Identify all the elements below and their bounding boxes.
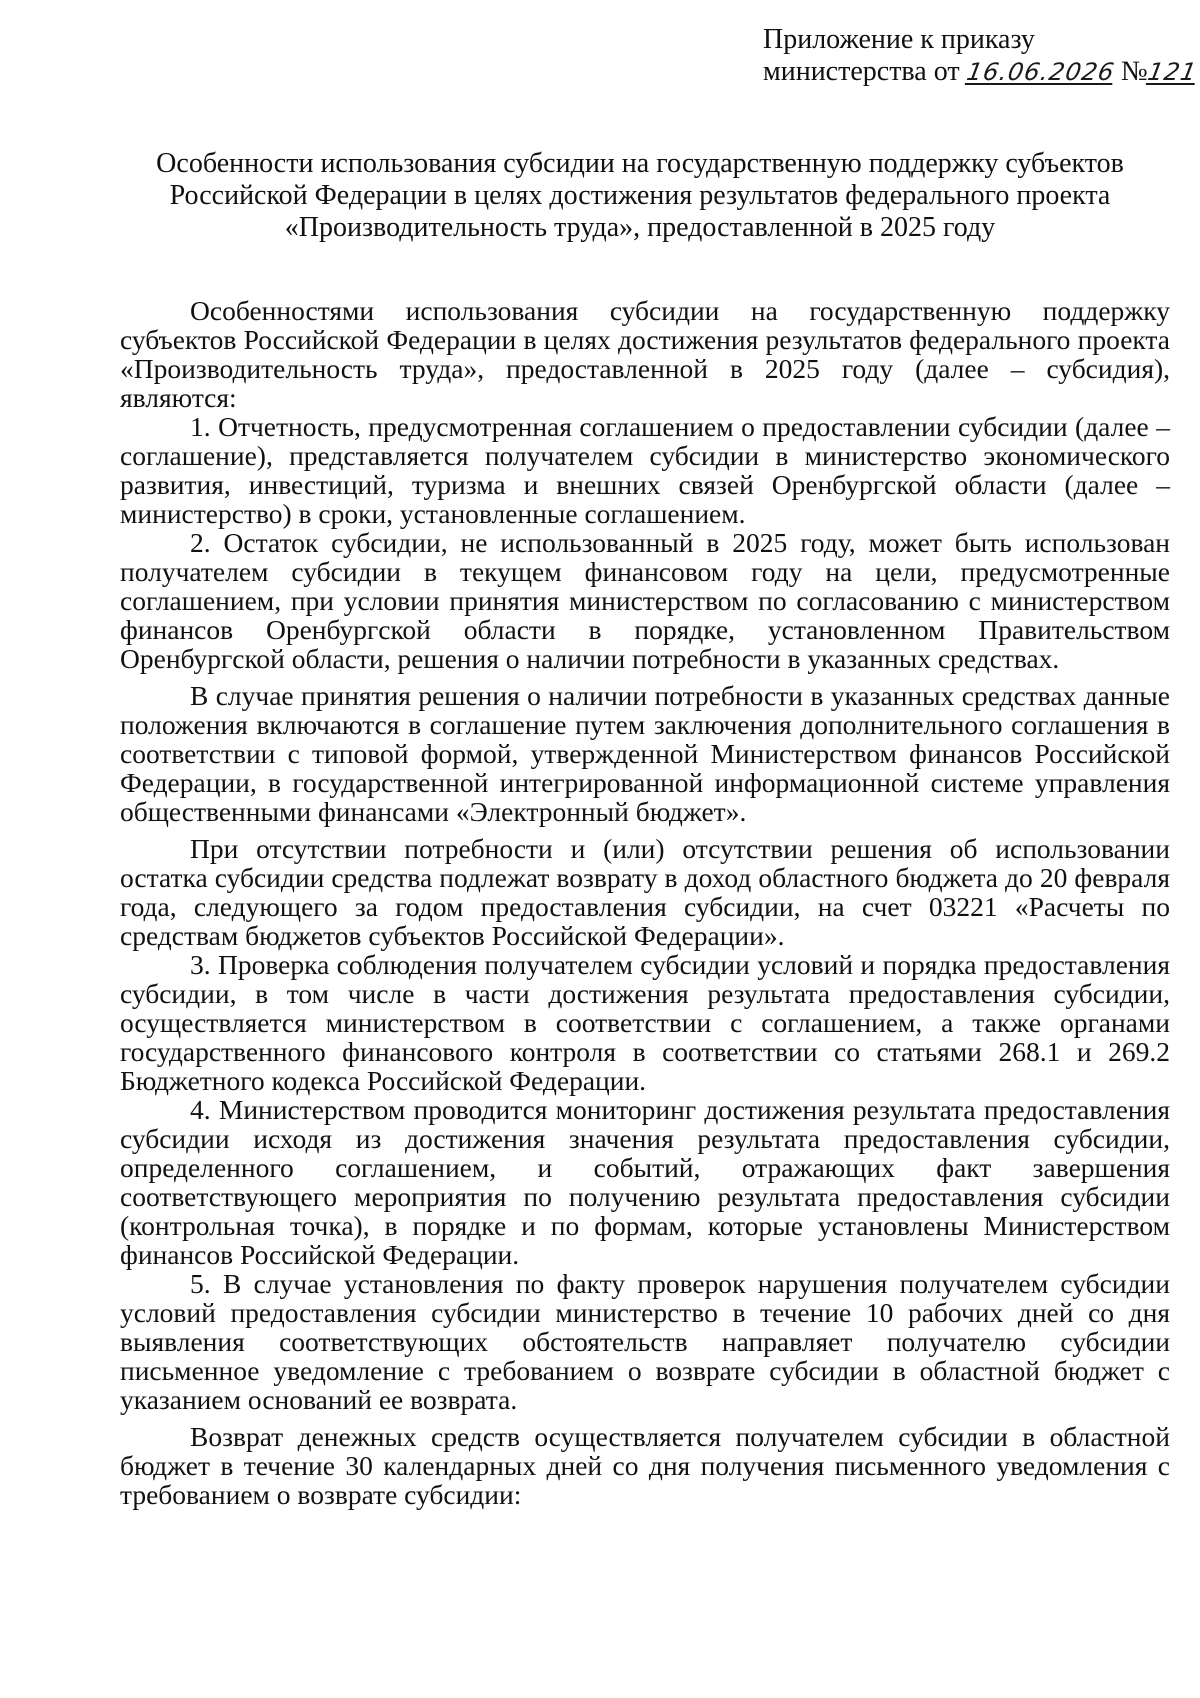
paragraph-item-1: 1. Отчетность, предусмотренная соглашением о предоставлении субсидии (далее – соглашение), представляется получателем субсидии в министерство экономического развития, инвестиций, туризма и внешних связей Оренбургской области (далее – министерство) в сроки, установленные соглашением. [120,411,1170,529]
document-title-line-2: Российской Федерации в целях достижения результатов федерального проекта [169,180,1111,211]
paragraph-item-2-return: При отсутствии потребности и (или) отсутствии решения об использовании остатка субсидии средства подлежат возврату в доход областного бюджета до 20 февраля года, следующего за годом предоставления субсидии, на счет 03221 «Расчеты по средствам бюджетов субъектов Российской Федерации». [120,833,1170,951]
document-title [110,148,1170,244]
handwritten-order-number: 121 [1145,58,1199,86]
document-title-line-3: «Производительность труда», предоставленной в 2025 году [284,212,996,243]
appendix-header-line-1: Приложение к приказу [763,24,1035,55]
paragraph-item-4: 4. Министерством проводится мониторинг достижения результата предоставления субсидии исходя из достижения значения результата предоставления субсидии, определенного соглашением, и событий, отражающих факт завершения соответствующего мероприятия по получению результата предоставления субсидии (контрольная точка), в порядке и по формам, которые установлены Министерством финансов Российской Федерации. [120,1094,1170,1270]
number-sign: № [1121,56,1148,87]
paragraph-item-2: 2. Остаток субсидии, не использованный в 2025 году, может быть использован получателем субсидии в текущем финансовом году на цели, предусмотренные соглашением, при условии принятия министерством по согласованию с министерством финансов Оренбургской области в порядке, установленном Правительством Оренбургской области, решения о наличии потребности в указанных средствах. [120,527,1170,674]
appendix-header [763,24,1199,88]
document-body [120,296,1170,1509]
paragraph-item-5-refund: Возврат денежных средств осуществляется получателем субсидии в областной бюджет в течение 30 календарных дней со дня получения письменного уведомления с требованием о возврате субсидии: [120,1421,1170,1510]
paragraph-item-2-decision: В случае принятия решения о наличии потребности в указанных средствах данные положения включаются в соглашение путем заключения дополнительного соглашения в соответствии с типовой формой, утвержденной Министерством финансов Российской Федерации, в государственной интегрированной информационной системе управления общественными финансами «Электронный бюджет». [120,680,1170,827]
handwritten-date: 16.06.2026 [964,58,1117,86]
appendix-header-line-2 [763,56,1199,88]
appendix-header-prefix: министерства от [763,56,967,87]
paragraph-item-3: 3. Проверка соблюдения получателем субсидии условий и порядка предоставления субсидии, в том числе в части достижения результата предоставления субсидии, осуществляется министерством в соответствии с соглашением, а также органами государственного финансового контроля в соответствии со статьями 268.1 и 269.2 Бюджетного кодекса Российской Федерации. [120,949,1170,1096]
paragraph-intro: Особенностями использования субсидии на государственную поддержку субъектов Российской Федерации в целях достижения результатов федерального проекта «Производительность труда», предоставленной в 2025 году (далее – субсидия), являются: [120,295,1170,413]
paragraph-item-5: 5. В случае установления по факту проверок нарушения получателем субсидии условий предоставления субсидии министерство в течение 10 рабочих дней со дня выявления соответствующих обстоятельств направляет получателю субсидии письменное уведомление с требованием о возврате субсидии в областной бюджет с указанием оснований ее возврата. [120,1268,1170,1415]
document-title-line-1: Особенности использования субсидии на государственную поддержку субъектов [156,148,1124,179]
